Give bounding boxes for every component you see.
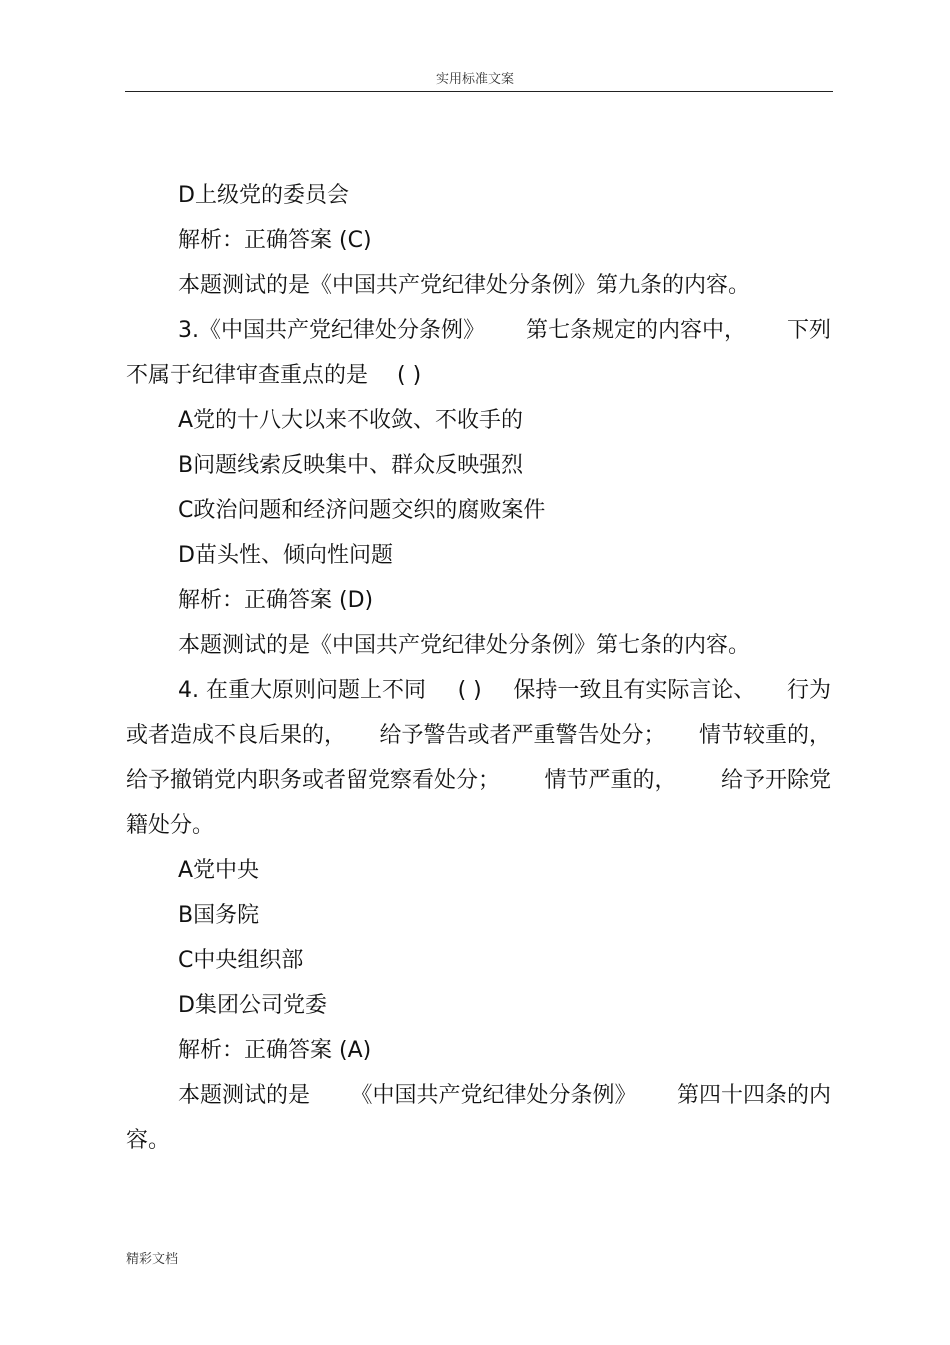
text-segment: 解析：正确答案 (C) — [178, 228, 372, 253]
text-segment: ( ) — [457, 678, 482, 703]
text-segment: 籍处分。 — [126, 813, 215, 838]
text-segment: 第七条规定的内容中， — [525, 318, 746, 343]
text-segment: D上级党的委员会 — [178, 183, 349, 208]
text-line — [126, 893, 831, 938]
text-segment: 下列 — [786, 318, 831, 343]
text-line — [126, 713, 831, 758]
text-line — [126, 623, 831, 668]
text-segment: 本题测试的是《中国共产党纪律处分条例》第七条的内容。 — [178, 633, 751, 658]
text-segment: 情节较重的， — [698, 723, 831, 748]
text-segment: D苗头性、倾向性问题 — [178, 543, 393, 568]
text-line — [126, 938, 831, 983]
text-line — [126, 1073, 831, 1118]
text-segment: 3.《中国共产党纪律处分条例》 — [178, 318, 485, 343]
text-line — [126, 1118, 831, 1163]
text-segment: 不属于纪律审查重点的是 ( ) — [126, 363, 422, 388]
text-segment: 第四十四条的内 — [676, 1083, 831, 1108]
page-footer: 精彩文档 — [126, 1252, 179, 1267]
text-line — [126, 398, 831, 443]
text-segment: 《中国共产党纪律处分条例》 — [350, 1083, 637, 1108]
text-segment: 给予开除党 — [720, 768, 831, 793]
text-segment: 行为 — [786, 678, 831, 703]
text-segment: A党的十八大以来不收敛、不收手的 — [178, 408, 524, 433]
text-line — [126, 443, 831, 488]
text-line — [126, 803, 831, 848]
text-segment: 保持一致且有实际言论、 — [513, 678, 756, 703]
text-segment: 或者造成不良后果的， — [126, 723, 347, 748]
text-segment: 4. 在重大原则问题上不同 — [178, 678, 426, 703]
text-segment: B国务院 — [178, 903, 260, 928]
text-line — [126, 353, 831, 398]
text-line — [126, 668, 831, 713]
text-line — [126, 173, 831, 218]
text-segment: 解析：正确答案 (D) — [178, 588, 374, 613]
text-line — [126, 1028, 831, 1073]
text-line — [126, 488, 831, 533]
text-line — [126, 983, 831, 1028]
text-segment: 给予撤销党内职务或者留党察看处分； — [126, 768, 501, 793]
text-line — [126, 218, 831, 263]
text-segment: 本题测试的是 — [178, 1083, 311, 1108]
text-line — [126, 263, 831, 308]
text-segment: 解析：正确答案 (A) — [178, 1038, 372, 1063]
text-segment: C政治问题和经济问题交织的腐败案件 — [178, 498, 546, 523]
document-body — [126, 173, 831, 1163]
text-line — [126, 848, 831, 893]
text-segment: 本题测试的是《中国共产党纪律处分条例》第九条的内容。 — [178, 273, 751, 298]
text-segment: D集团公司党委 — [178, 993, 327, 1018]
text-line — [126, 758, 831, 803]
page-header: 实用标准文案 — [435, 72, 514, 87]
text-segment: 给予警告或者严重警告处分； — [379, 723, 666, 748]
text-line — [126, 533, 831, 578]
text-segment: C中央组织部 — [178, 948, 304, 973]
text-segment: B问题线索反映集中、群众反映强烈 — [178, 453, 524, 478]
text-segment: 容。 — [126, 1128, 171, 1153]
text-segment: A党中央 — [178, 858, 260, 883]
header-rule — [125, 91, 833, 92]
text-segment: 情节严重的， — [544, 768, 677, 793]
text-line — [126, 578, 831, 623]
text-line — [126, 308, 831, 353]
